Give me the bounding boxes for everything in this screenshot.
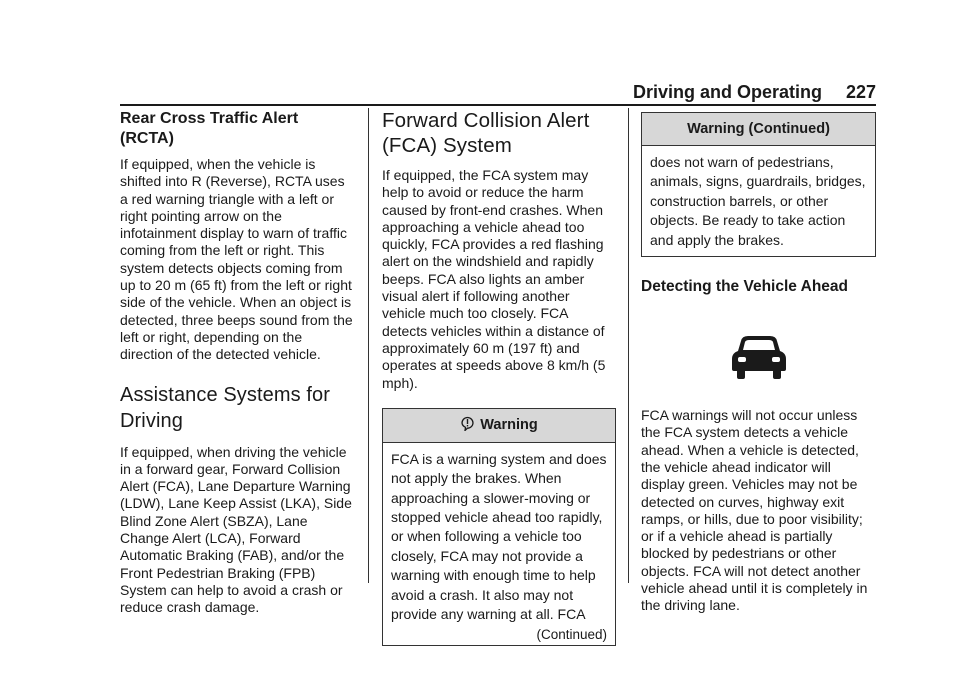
column-3 (641, 108, 876, 615)
warning-continued-text: does not warn of pedestrians, animals, signs, guardrails, bridges, construction barrels, or other objects. Be ready to take action and apply the brakes. (650, 154, 866, 248)
warning-continued-body (642, 146, 875, 256)
warning-text: FCA is a warning system and does not apply the brakes. When approaching a slower-moving or stopped vehicle ahead too rapidly, or when following a vehicle too closely, FCA may not provide a warning with enough time to help avoid a crash. It also may not provide any warning at all. FCA (391, 450, 607, 623)
vehicle-ahead-indicator (641, 334, 876, 380)
column-2 (382, 108, 616, 646)
warning-header (383, 409, 615, 443)
rcta-paragraph: If equipped, when the vehicle is shifted into R (Reverse), RCTA uses a red warning triangle with a left or right pointing arrow on the infotainment display to warn of traffic coming from the left or right. This system detects objects coming from up to 20 m (65 ft) from the left or right side of the vehicle. When an object is detected, three beeps sound from the left or right, depending on the direction of the detected vehicle. (120, 156, 353, 363)
rcta-heading: Rear Cross Traffic Alert (RCTA) (120, 110, 299, 147)
assistance-heading: Assistance Systems for Driving (120, 383, 331, 432)
warning-body (383, 443, 615, 645)
warning-triangle-icon (460, 415, 475, 435)
header-rule (120, 104, 876, 106)
section-title: Driving and Operating (633, 82, 823, 102)
continued-label: (Continued) (536, 626, 607, 642)
page-header (633, 82, 876, 106)
warning-box (382, 408, 616, 646)
warning-continued-header: Warning (Continued) (642, 113, 875, 146)
detecting-heading: Detecting the Vehicle Ahead (641, 278, 849, 296)
fca-paragraph: If equipped, the FCA system may help to avoid or reduce the harm caused by front-end crashes. When approaching a vehicle ahead too quickly, FCA provides a red flashing alert on the windshield and rapidly beeps. FCA also lights an amber visual alert if following another vehicle much too closely. FCA detects vehicles within a distance of approximately 60 m (197 ft) and operates at speeds above 8 km/h (5 mph). (382, 167, 606, 391)
column-divider (368, 108, 369, 583)
column-divider (628, 108, 629, 583)
assistance-paragraph: If equipped, when driving the vehicle in a forward gear, Forward Collision Alert (FCA), Lane Departure Warning (LDW), Lane Keep Assist (LKA), Side Blind Zone Alert (SBZA), Lane Change Alert (LCA), Forward Automatic Braking (FAB), and/or the Front Pedestrian Braking (FPB) System can help to avoid a crash or reduce crash damage. (120, 443, 352, 616)
fca-heading: Forward Collision Alert (FCA) System (382, 109, 590, 157)
column-1 (120, 108, 356, 617)
warning-title: Warning (480, 417, 538, 434)
page-number: 227 (845, 82, 876, 102)
detecting-paragraph: FCA warnings will not occur unless the FCA system detects a vehicle ahead. When a vehicle is detected, the vehicle ahead indicator will display green. Vehicles may not be detected on curves, highway exit ramps, or hills, due to poor visibility; or if a vehicle ahead is partially blocked by pedestrians or other objects. FCA will not detect another vehicle ahead until it is completely in the driving lane. (641, 407, 868, 614)
warning-continued-box (641, 112, 876, 257)
vehicle-ahead-icon (730, 334, 788, 380)
